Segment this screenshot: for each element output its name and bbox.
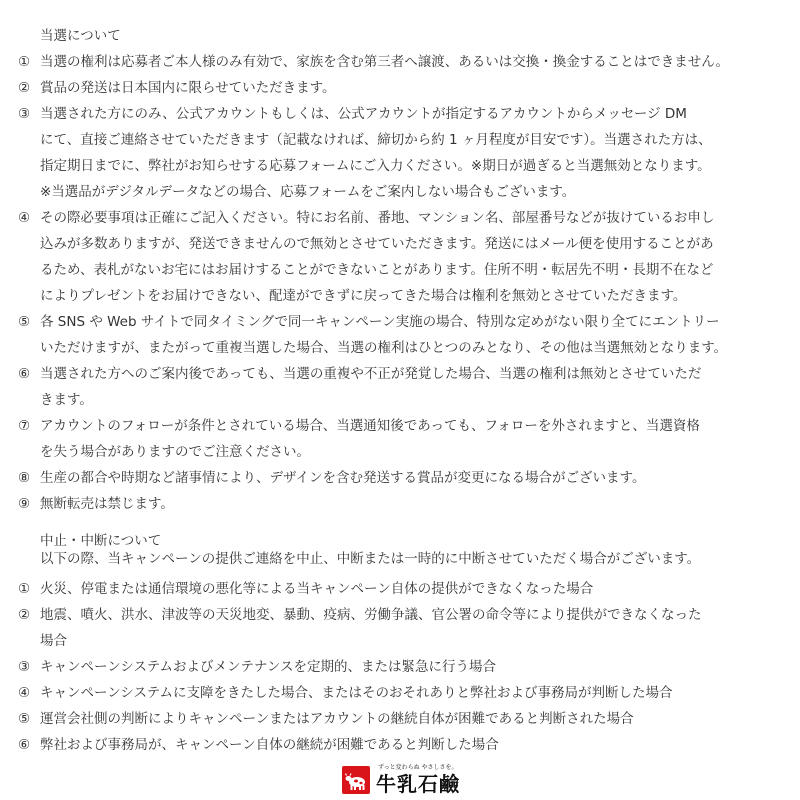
winner-item-5-number: ⑤ [17,314,31,330]
winner-item-1-line-1: 当選の権利は応募者ご本人様のみ有効で、家族を含む第三者へ譲渡、あるいは交換・換金することはできません。 [40,54,730,70]
winner-section-heading: 当選について [40,28,121,44]
winner-item-4-line-4: によりプレゼントをお届けできない、配達ができずに戻ってきた場合は権利を無効とさせていただきます。 [40,288,687,304]
winner-item-5-line-1: 各 SNS や Web サイトで同タイミングで同一キャンペーン実施の場合、特別な定めがない限り全てにエントリー [40,314,720,330]
winner-item-6-line-1: 当選された方へのご案内後であっても、当選の重複や不正が発覚した場合、当選の権利は無効とさせていただ [40,366,702,382]
suspension-item-6-line-1: 弊社および事務局が、キャンペーン自体の継続が困難であると判断した場合 [40,737,499,753]
suspension-section-heading: 中止・中断について [40,533,162,549]
winner-item-5-line-2: いただけますが、またがって重複当選した場合、当選の権利はひとつのみとなり、その他は当選無効となります。 [40,340,728,356]
winner-item-2-number: ② [17,80,31,96]
suspension-section-intro: 以下の際、当キャンペーンの提供ご連絡を中止、中断または一時的に中断させていただく場合がございます。 [40,551,701,567]
suspension-item-1-line-1: 火災、停電または通信環境の悪化等による当キャンペーン自体の提供ができなくなった場合 [40,581,594,597]
winner-item-7-line-2: を失う場合がありますのでご注意ください。 [40,444,310,460]
winner-item-4-line-3: るため、表札がないお宅にはお届けすることができないことがあります。住所不明・転居先不明・長期不在など [40,262,714,278]
winner-item-6-line-2: きます。 [40,392,93,408]
winner-item-8-number: ⑧ [17,470,31,486]
suspension-item-2-line-1: 地震、噴火、洪水、津波等の天災地変、暴動、疫病、労働争議、官公署の命令等により提供ができなくなった [40,607,702,623]
winner-item-3-line-4: ※当選品がデジタルデータなどの場合、応募フォームをご案内しない場合もございます。 [40,184,576,200]
winner-item-2-line-1: 賞品の発送は日本国内に限らせていただきます。 [40,80,336,96]
winner-item-4-line-1: その際必要事項は正確にご記入ください。特にお名前、番地、マンション名、部屋番号などが抜けているお申し [40,210,715,226]
brand-logo [342,764,462,796]
logo-tagline: ずっと変わらぬ やさしさを。 [378,764,458,771]
winner-item-3-number: ③ [17,106,31,122]
cow-logo-icon [342,766,370,794]
winner-item-3-line-1: 当選された方にのみ、公式アカウントもしくは、公式アカウントが指定するアカウントからメッセージ DM [40,106,687,122]
suspension-item-5-line-1: 運営会社側の判断によりキャンペーンまたはアカウントの継続自体が困難であると判断された場合 [40,711,634,727]
winner-item-8-line-1: 生産の都合や時期など諸事情により、デザインを含む発送する賞品が変更になる場合がございます。 [40,470,646,486]
suspension-item-4-number: ④ [17,685,31,701]
suspension-item-1-number: ① [17,581,31,597]
suspension-item-3-line-1: キャンペーンシステムおよびメンテナンスを定期的、または緊急に行う場合 [40,659,496,675]
winner-item-4-number: ④ [17,210,31,226]
suspension-item-4-line-1: キャンペーンシステムに支障をきたした場合、またはそのおそれありと弊社および事務局が判断した場合 [40,685,673,701]
winner-item-4-line-2: 込みが多数ありますが、発送できませんので無効とさせていただきます。発送にはメール便を使用することがあ [40,236,714,252]
winner-item-1-number: ① [17,54,31,70]
suspension-item-2-line-2: 場合 [40,633,67,649]
winner-item-3-line-3: 指定期日までに、弊社がお知らせする応募フォームにご入力ください。※期日が過ぎると当選無効となります。 [40,158,711,174]
suspension-item-2-number: ② [17,607,31,623]
suspension-item-5-number: ⑤ [17,711,31,727]
winner-item-9-line-1: 無断転売は禁じます。 [40,496,174,512]
winner-item-9-number: ⑨ [17,496,31,512]
winner-item-6-number: ⑥ [17,366,31,382]
suspension-item-6-number: ⑥ [17,737,31,753]
suspension-item-3-number: ③ [17,659,31,675]
winner-item-7-line-1: アカウントのフォローが条件とされている場合、当選通知後であっても、フォローを外されますと、当選資格 [40,418,700,434]
winner-item-3-line-2: にて、直接ご連絡させていただきます（記載なければ、締切から約 1 ヶ月程度が目安です）。当選された方は、 [40,132,712,148]
logo-brand-name: 牛乳石鹼 [376,772,460,796]
winner-item-7-number: ⑦ [17,418,31,434]
